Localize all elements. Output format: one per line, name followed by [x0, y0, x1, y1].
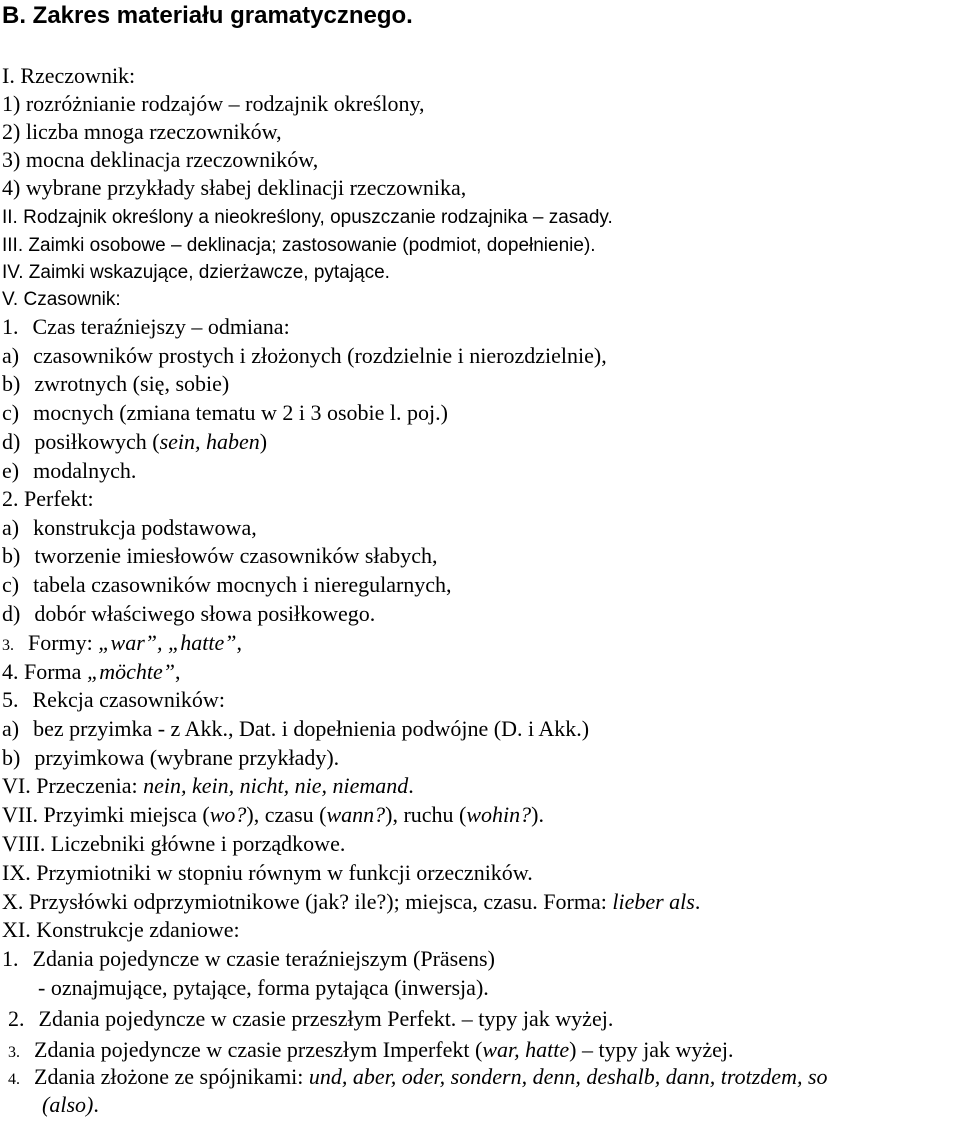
list-item: c) mocnych (zmiana tematu w 2 i 3 osobie l. poj.) — [2, 400, 448, 425]
list-item-continuation: - oznajmujące, pytające, forma pytająca (inwersja). — [38, 975, 489, 1000]
list-item: a) konstrukcja podstawowa, — [2, 515, 257, 540]
subsection-heading: 4. Forma „möchte”, — [2, 659, 181, 684]
list-item: a) bez przyimka - z Akk., Dat. i dopełnienia podwójne (D. i Akk.) — [2, 716, 590, 741]
section-heading: VI. Przeczenia: nein, kein, nicht, nie, niemand. — [2, 773, 414, 798]
subsection-heading: 5. Rekcja czasowników: — [2, 687, 225, 712]
section-heading: VIII. Liczebniki główne i porządkowe. — [2, 831, 346, 856]
list-item: 3. Zdania pojedyncze w czasie przeszłym Imperfekt (war, hatte) – typy jak wyżej. — [8, 1037, 734, 1062]
section-heading: IV. Zaimki wskazujące, dzierżawcze, pytające. — [2, 262, 390, 283]
list-item: c) tabela czasowników mocnych i nieregularnych, — [2, 572, 452, 597]
section-heading: IX. Przymiotniki w stopniu równym w funkcji orzeczników. — [2, 860, 533, 885]
list-item: 1. Zdania pojedyncze w czasie teraźniejszym (Präsens) — [2, 946, 495, 971]
section-heading: XI. Konstrukcje zdaniowe: — [2, 917, 240, 942]
section-heading: II. Rodzajnik określony a nieokreślony, opuszczanie rodzajnika – zasady. — [2, 207, 613, 228]
subsection-heading: 2. Perfekt: — [2, 486, 94, 511]
list-item: b) zwrotnych (się, sobie) — [2, 371, 230, 396]
list-item: a) czasowników prostych i złożonych (rozdzielnie i nierozdzielnie), — [2, 343, 607, 368]
list-item: 1) rozróżnianie rodzajów – rodzajnik określony, — [2, 91, 425, 116]
list-item: b) przyimkowa (wybrane przykłady). — [2, 745, 340, 770]
list-item: 4. Zdania złożone ze spójnikami: und, aber, oder, sondern, denn, deshalb, dann, trotzdem, so — [8, 1064, 828, 1089]
document-title: B. Zakres materiału gramatycznego. — [2, 2, 413, 29]
section-heading: V. Czasownik: — [2, 289, 121, 310]
list-item: b) tworzenie imiesłowów czasowników słabych, — [2, 543, 438, 568]
section-heading: I. Rzeczownik: — [2, 63, 136, 88]
section-heading: X. Przysłówki odprzymiotnikowe (jak? ile?); miejsca, czasu. Forma: lieber als. — [2, 889, 701, 914]
section-heading: III. Zaimki osobowe – deklinacja; zastosowanie (podmiot, dopełnienie). — [2, 235, 596, 256]
list-item: 2. Zdania pojedyncze w czasie przeszłym Perfekt. – typy jak wyżej. — [8, 1006, 614, 1031]
list-item-continuation: (also). — [42, 1092, 99, 1117]
list-item: 3) mocna deklinacja rzeczowników, — [2, 147, 319, 172]
section-heading: VII. Przyimki miejsca (wo?), czasu (wann?), ruchu (wohin?). — [2, 802, 544, 827]
subsection-heading: 1. Czas teraźniejszy – odmiana: — [2, 314, 290, 339]
list-item: 2) liczba mnoga rzeczowników, — [2, 119, 282, 144]
subsection-heading: 3. Formy: „war”, „hatte”, — [2, 630, 242, 655]
list-item: d) posiłkowych (sein, haben) — [2, 429, 268, 454]
list-item: d) dobór właściwego słowa posiłkowego. — [2, 601, 376, 626]
list-item: e) modalnych. — [2, 458, 137, 483]
list-item: 4) wybrane przykłady słabej deklinacji rzeczownika, — [2, 175, 467, 200]
